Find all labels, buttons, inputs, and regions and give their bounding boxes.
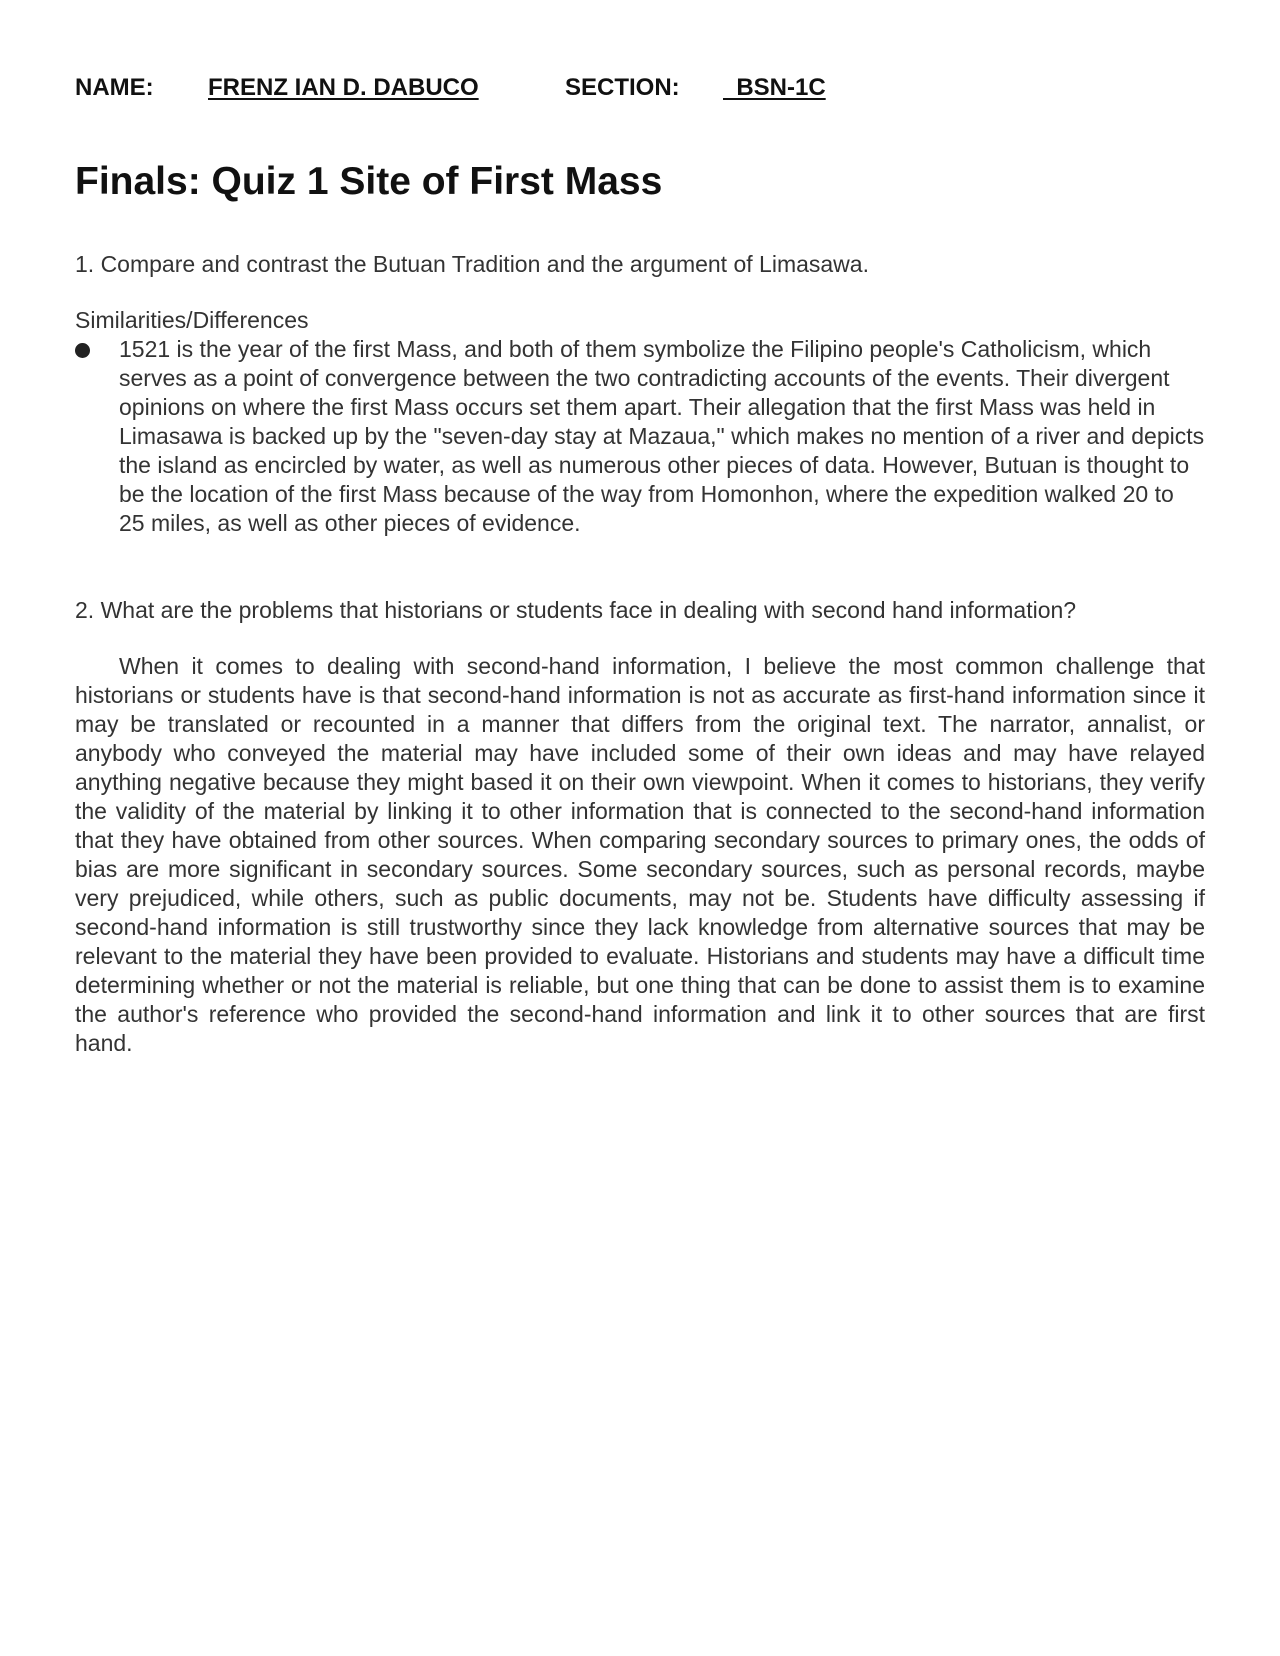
section-label: SECTION: [565,74,680,101]
similarities-differences-heading: Similarities/Differences [75,307,309,333]
bullet-icon [75,343,90,358]
name-label: NAME: [75,74,154,101]
bullet-text: 1521 is the year of the first Mass, and both of them symbolize the Filipino people's Catholicism, which serves as a point of convergence between the two contradicting accounts of the events. Their divergent opinions on where the first Mass occurs set them apart. Their allegation that the first Mass was held in Limasawa is backed up by the "seven-day stay at Mazaua," which makes no mention of a river and depicts the island as encircled by water, as well as numerous other pieces of data. However, Butuan is thought to be the location of the first Mass because of the way from Homonhon, where the expedition walked 20 to 25 miles, as well as other pieces of evidence. [119,336,1205,536]
section-value: BSN-1C [723,74,826,101]
question-2: 2. What are the problems that historians or students face in dealing with second hand information? [75,597,1077,623]
document-title: Finals: Quiz 1 Site of First Mass [75,160,663,203]
name-value: FRENZ IAN D. DABUCO [208,74,479,101]
answer-2-paragraph: When it comes to dealing with second-hand information, I believe the most common challenge that historians or students have is that second-hand information is not as accurate as first-hand information since it may be translated or recounted in a manner that differs from the original text. The narrator, annalist, or anybody who conveyed the material may have included some of their own ideas and may have relayed anything negative because they might based it on their own viewpoint. When it comes to historians, they verify the validity of the material by linking it to other information that is connected to the second-hand information that they have obtained from other sources. When comparing secondary sources to primary ones, the odds of bias are more significant in secondary sources. Some secondary sources, such as personal records, maybe very prejudiced, while others, such as public documents, may not be. Students have difficulty assessing if second-hand information is still trustworthy since they lack knowledge from alternative sources that may be relevant to the material they have been provided to evaluate. Historians and students may have a difficult time determining whether or not the material is reliable, but one thing that can be done to assist them is to examine the author's reference who provided the second-hand information and link it to other sources that are first hand. [75,653,1205,1056]
student-info-header [75,74,1205,106]
question-1: 1. Compare and contrast the Butuan Tradition and the argument of Limasawa. [75,251,869,277]
bullet-list-item [75,335,1205,538]
